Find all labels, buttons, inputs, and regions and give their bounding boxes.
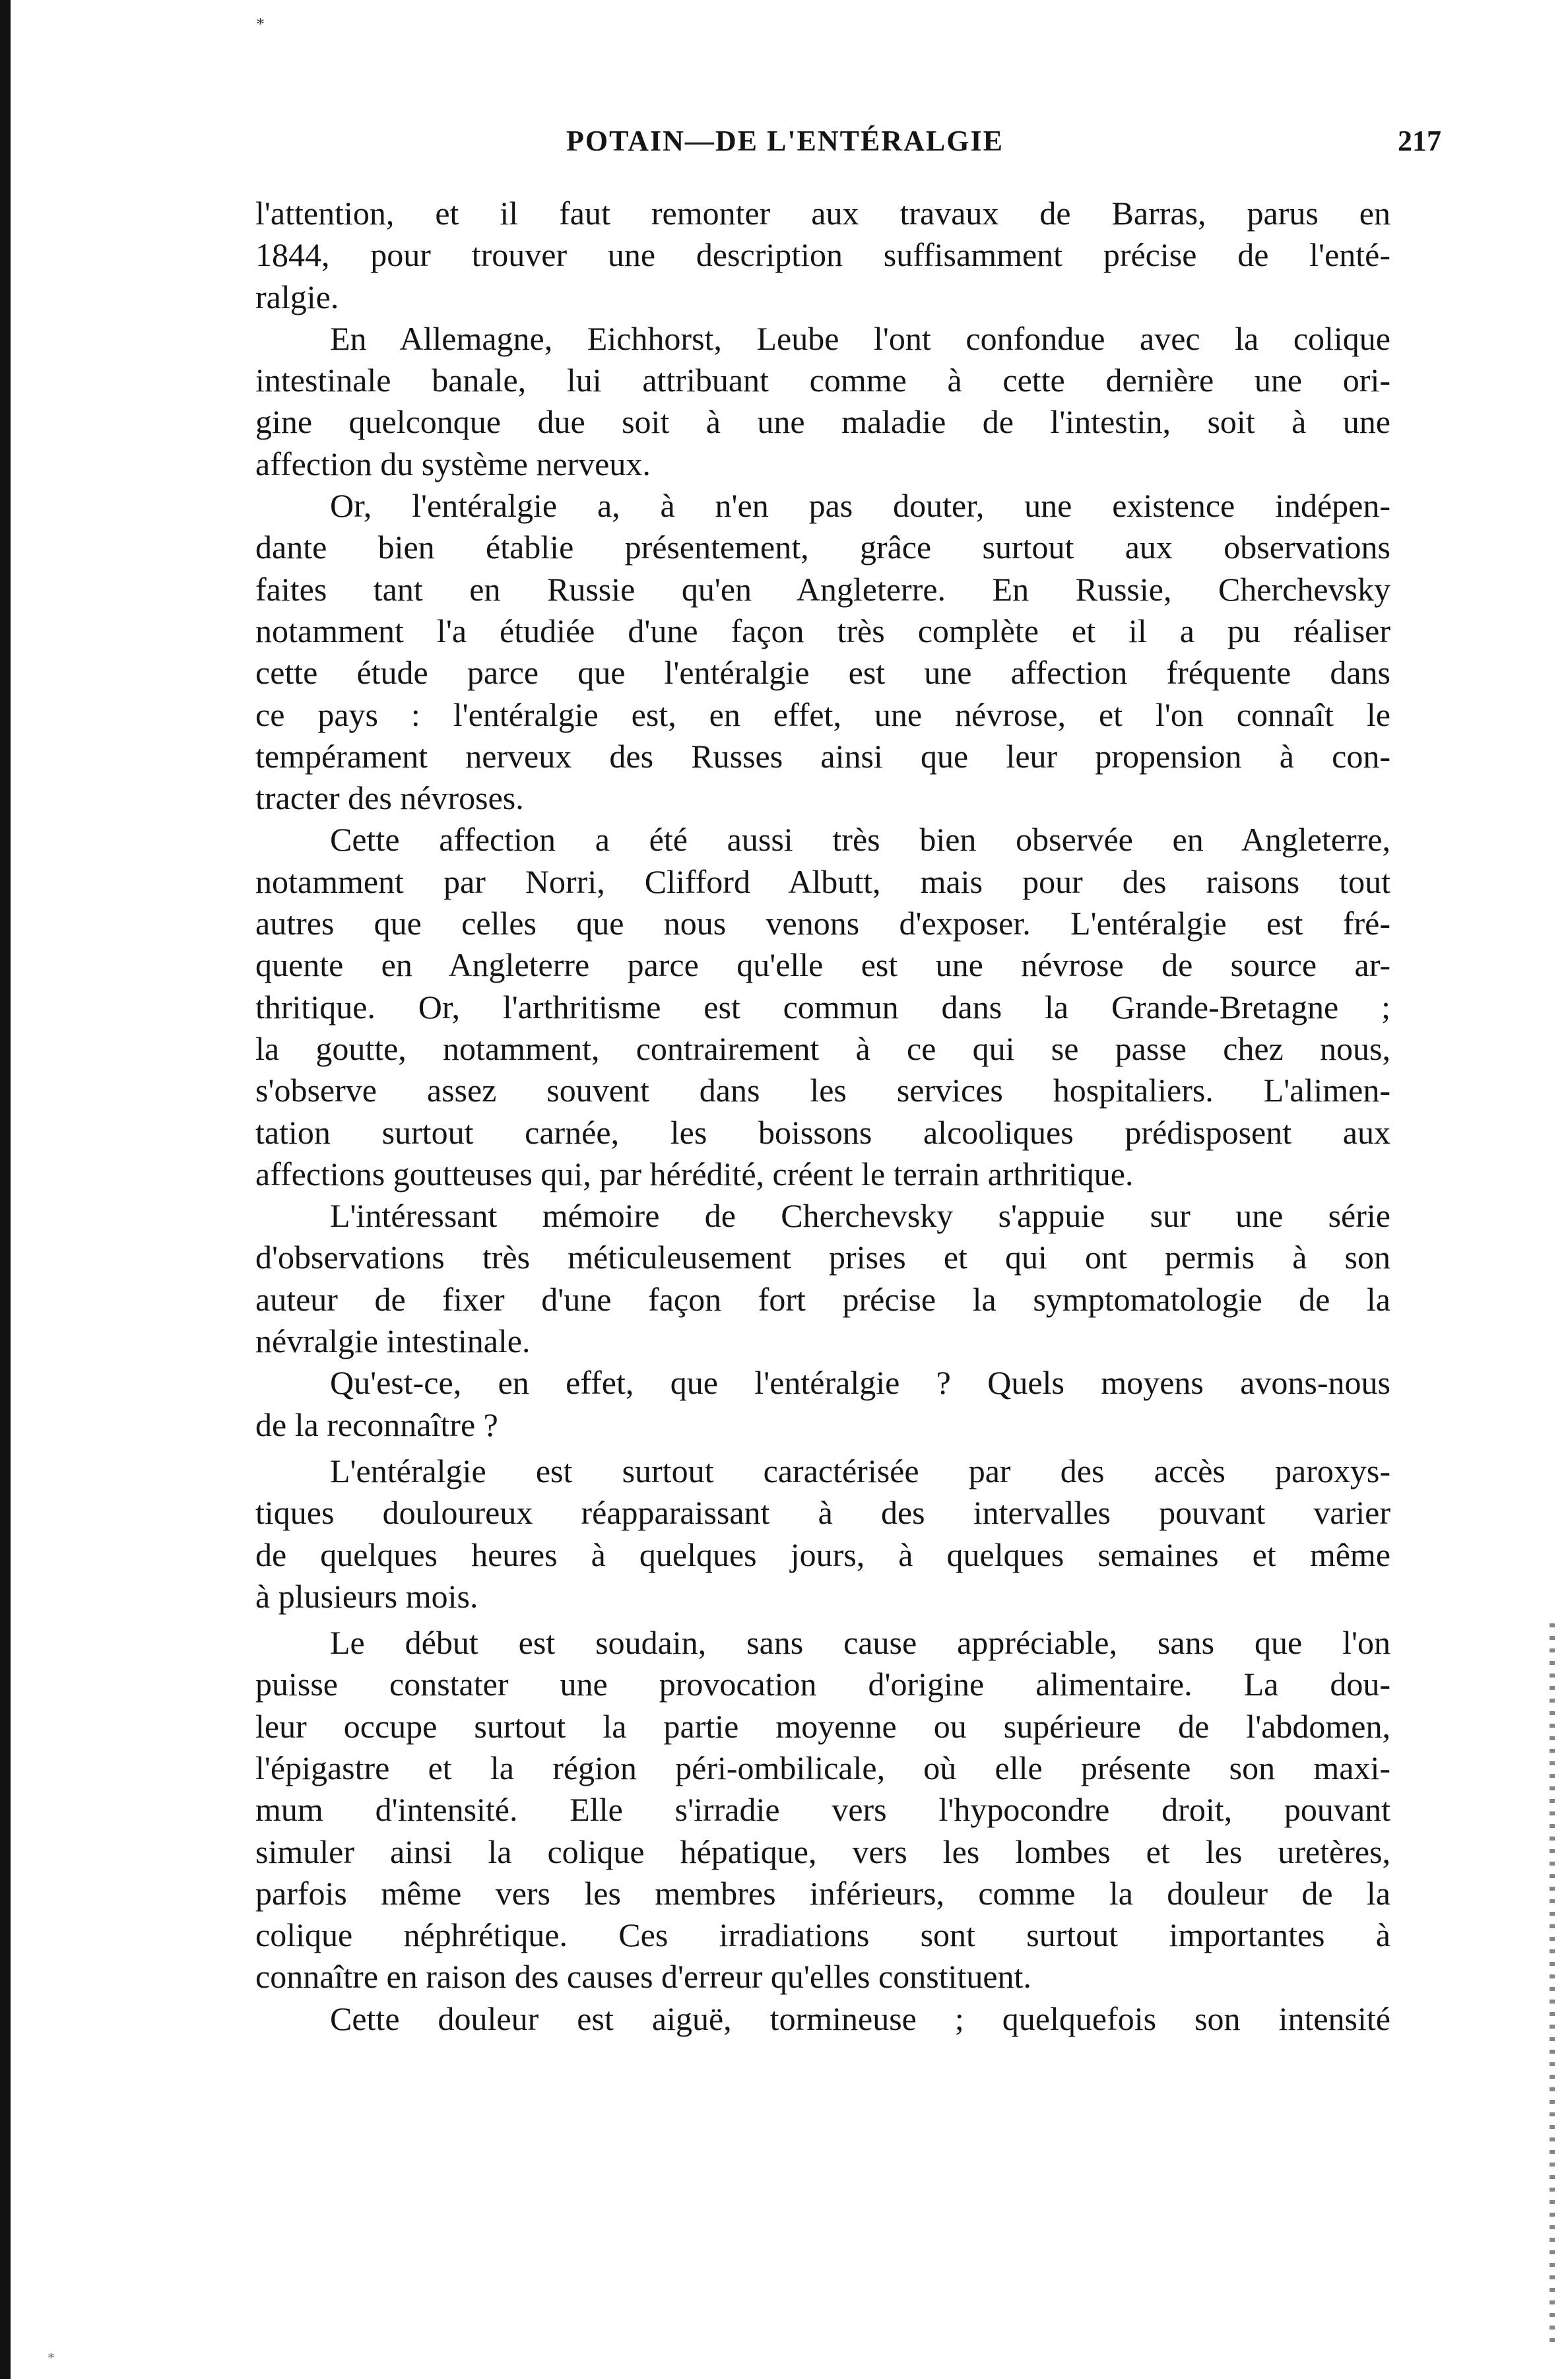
text-line: cette étude parce que l'entéralgie est une affection fréquente dans: [255, 654, 1390, 692]
text-line: affections goutteuses qui, par hérédité, créent le terrain arthritique.: [255, 1155, 1134, 1192]
paragraph: [255, 1362, 1390, 1446]
text-line: faites tant en Russie qu'en Angleterre. En Russie, Cherchevsky: [255, 570, 1390, 608]
text-line: dante bien établie présentement, grâce surtout aux observations: [255, 529, 1390, 566]
text-line: Qu'est-ce, en effet, que l'entéralgie ? Quels moyens avons-nous: [330, 1364, 1390, 1402]
text-line: Cette douleur est aiguë, tormineuse ; quelquefois son intensité: [330, 2000, 1390, 2037]
text-line: intestinale banale, lui attribuant comme à cette dernière une ori-: [255, 362, 1390, 399]
body-text: [255, 193, 1390, 2040]
text-line: connaître en raison des causes d'erreur qu'elles constituent.: [255, 1958, 1031, 1996]
paragraph: [255, 1622, 1390, 1998]
text-line: névralgie intestinale.: [255, 1322, 531, 1360]
scan-edge-speckle: [1550, 1623, 1555, 2349]
paragraph-gap: [255, 1446, 1390, 1450]
paragraph: [255, 1195, 1390, 1362]
text-line: de la reconnaître ?: [255, 1406, 498, 1443]
text-line: thritique. Or, l'arthritisme est commun dans la Grande-Bretagne ;: [255, 988, 1390, 1026]
scan-mark-top: *: [256, 15, 265, 34]
text-line: Cette affection a été aussi très bien observée en Angleterre,: [330, 821, 1390, 859]
text-line: tiques douloureux réapparaissant à des intervalles pouvant varier: [255, 1494, 1390, 1532]
text-line: affection du système nerveux.: [255, 445, 651, 482]
text-line: notamment par Norri, Clifford Albutt, mais pour des raisons tout: [255, 863, 1390, 900]
text-line: L'entéralgie est surtout caractérisée par des accès paroxys-: [330, 1452, 1390, 1489]
text-line: ce pays : l'entéralgie est, en effet, une névrose, et l'on connaît le: [255, 696, 1390, 733]
text-line: tation surtout carnée, les boissons alcooliques prédisposent aux: [255, 1113, 1390, 1151]
text-line: d'observations très méticuleusement prises et qui ont permis à son: [255, 1239, 1390, 1276]
paragraph: [255, 1450, 1390, 1617]
text-line: autres que celles que nous venons d'exposer. L'entéralgie est fré-: [255, 905, 1390, 942]
text-line: L'intéressant mémoire de Cherchevsky s'appuie sur une série: [330, 1197, 1390, 1235]
running-title: POTAIN—DE L'ENTÉRALGIE: [566, 125, 1004, 157]
text-line: s'observe assez souvent dans les services hospitaliers. L'alimen-: [255, 1072, 1390, 1109]
text-line: Le début est soudain, sans cause appréciable, sans que l'on: [330, 1624, 1390, 1662]
text-line: tempérament nerveux des Russes ainsi que leur propension à con-: [255, 737, 1390, 775]
text-line: En Allemagne, Eichhorst, Leube l'ont confondue avec la colique: [330, 319, 1390, 357]
text-line: mum d'intensité. Elle s'irradie vers l'hypocondre droit, pouvant: [255, 1791, 1390, 1829]
text-line: parfois même vers les membres inférieurs, comme la douleur de la: [255, 1874, 1390, 1912]
paragraph: [255, 819, 1390, 1195]
text-line: Or, l'entéralgie a, à n'en pas douter, une existence indépen-: [330, 487, 1390, 525]
text-line: ralgie.: [255, 278, 339, 315]
text-line: auteur de fixer d'une façon fort précise la symptomatologie de la: [255, 1280, 1390, 1318]
text-line: gine quelconque due soit à une maladie de l'intestin, soit à une: [255, 403, 1390, 441]
text-line: l'attention, et il faut remonter aux travaux de Barras, parus en: [255, 195, 1390, 232]
scan-mark-bottom: *: [48, 2349, 55, 2366]
paragraph: [255, 485, 1390, 819]
text-line: 1844, pour trouver une description suffisamment précise de l'enté-: [255, 236, 1390, 274]
text-line: leur occupe surtout la partie moyenne ou supérieure de l'abdomen,: [255, 1707, 1390, 1745]
paragraph: [255, 318, 1390, 485]
paragraph-gap: [255, 1617, 1390, 1622]
text-line: puisse constater une provocation d'origine alimentaire. La dou-: [255, 1666, 1390, 1703]
text-line: simuler ainsi la colique hépatique, vers les lombes et les uretères,: [255, 1833, 1390, 1870]
paragraph: [255, 1998, 1390, 2040]
text-line: notamment l'a étudiée d'une façon très complète et il a pu réaliser: [255, 612, 1390, 649]
text-line: tracter des névroses.: [255, 779, 524, 817]
text-line: la goutte, notamment, contrairement à ce qui se passe chez nous,: [255, 1029, 1390, 1067]
text-line: colique néphrétique. Ces irradiations sont surtout importantes à: [255, 1916, 1390, 1954]
text-line: à plusieurs mois.: [255, 1577, 478, 1615]
text-line: de quelques heures à quelques jours, à quelques semaines et même: [255, 1536, 1390, 1573]
page-number: 217: [1398, 125, 1441, 157]
paragraph: [255, 193, 1390, 318]
binding-edge: [0, 0, 11, 2379]
text-line: l'épigastre et la région péri-ombilicale, où elle présente son maxi-: [255, 1749, 1390, 1786]
text-line: quente en Angleterre parce qu'elle est une névrose de source ar-: [255, 946, 1390, 984]
